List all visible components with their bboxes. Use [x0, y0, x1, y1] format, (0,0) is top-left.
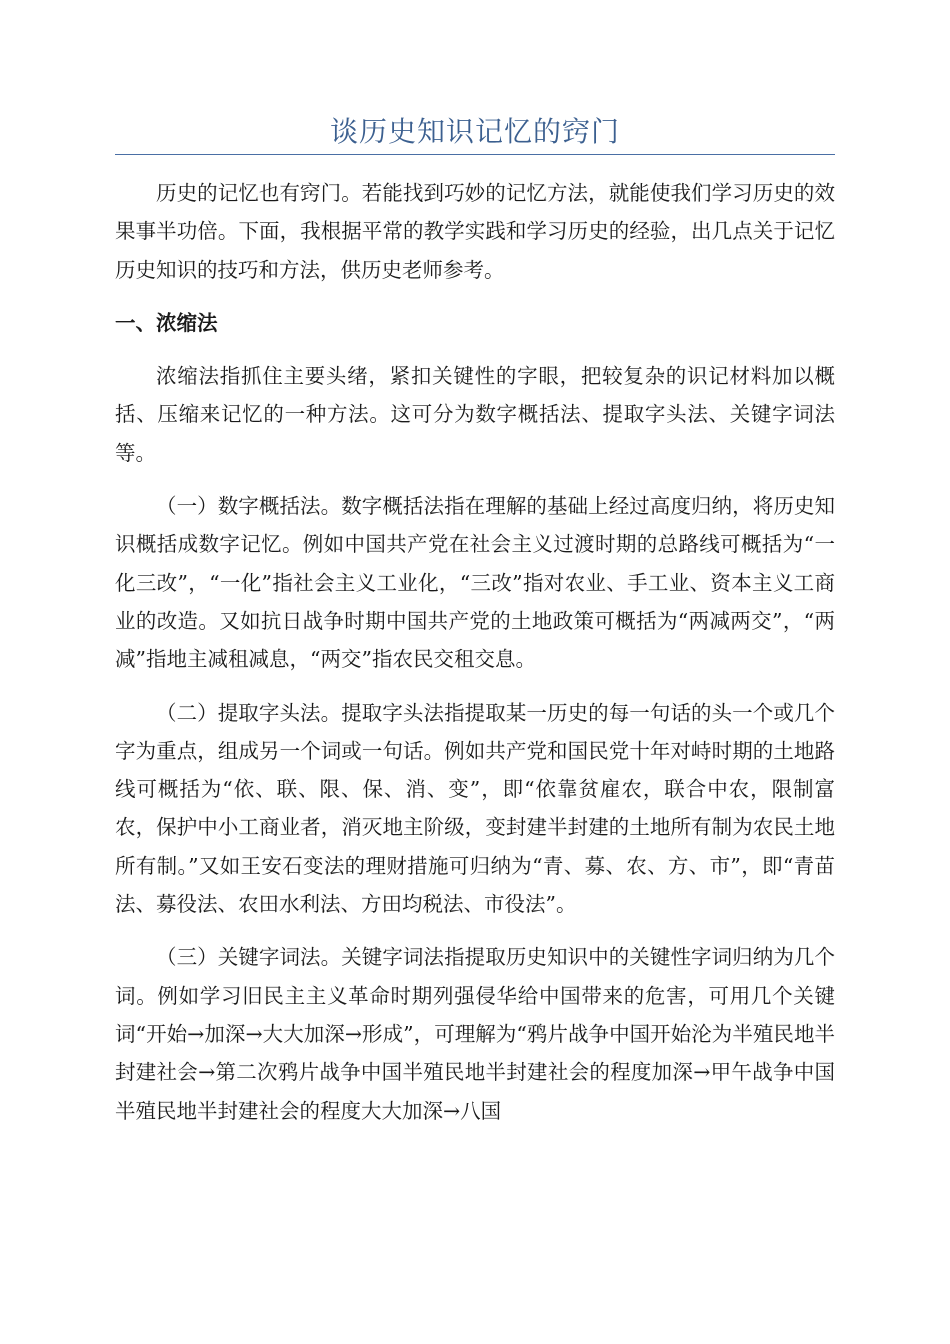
- document-title: 谈历史知识记忆的窍门: [329, 115, 620, 148]
- method-paragraph-digit-summary: （一）数字概括法。数字概括法指在理解的基础上经过高度归纳，将历史知识概括成数字记忆。例如中国共产党在社会主义过渡时期的总路线可概括为“一化三改”，“一化”指社会主义工业化，“三改”指对农业、手工业、资本主义工商业的改造。又如抗日战争时期中国共产党的土地政策可概括为“两减两交”，“两减”指地主减租减息，“两交”指农民交租交息。: [115, 494, 835, 672]
- intro-paragraph: 历史的记忆也有窍门。若能找到巧妙的记忆方法，就能使我们学习历史的效果事半功倍。下面，我根据平常的教学实践和学习历史的经验，出几点关于记忆历史知识的技巧和方法，供历史老师参考。: [115, 181, 835, 282]
- method-paragraph-keyword: （三）关键字词法。关键字词法指提取历史知识中的关键性字词归纳为几个词。例如学习旧民主主义革命时期列强侵华给中国带来的危害，可用几个关键词“开始→加深→大大加深→形成”，可理解为“鸦片战争中国开始沦为半殖民地半封建社会→第二次鸦片战争中国半殖民地半封建社会的程度加深→甲午战争中国半殖民地半封建社会的程度大大加深→八国: [115, 945, 835, 1123]
- method-paragraph-initial-extraction: （二）提取字头法。提取字头法指提取某一历史的每一句话的头一个或几个字为重点，组成另一个词或一句话。例如共产党和国民党十年对峙时期的土地路线可概括为“依、联、限、保、消、变”，即“依靠贫雇农，联合中农，限制富农，保护中小工商业者，消灭地主阶级，变封建半封建的土地所有制为农民土地所有制。”又如王安石变法的理财措施可归纳为“青、募、农、方、市”，即“青苗法、募役法、农田水利法、方田均税法、市役法”。: [115, 700, 835, 917]
- section-paragraph: 浓缩法指抓住主要头绪，紧扣关键性的字眼，把较复杂的识记材料加以概括、压缩来记忆的一种方法。这可分为数字概括法、提取字头法、关键字词法等。: [115, 364, 835, 465]
- document-body: [115, 174, 835, 1145]
- section-heading: 一、浓缩法: [115, 310, 218, 335]
- title-underline: [115, 154, 835, 155]
